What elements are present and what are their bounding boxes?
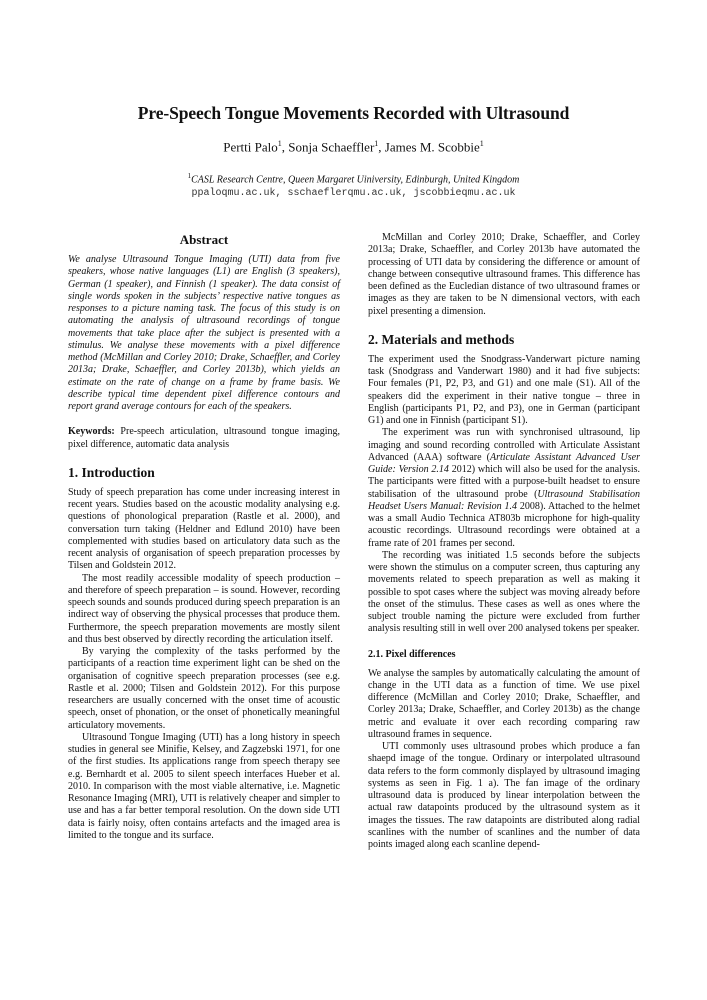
text-run: 2008). Attached to the helmet was a small Audio Technica AT803b microphone for high-quality acoustic recordings. Ultrasound recordings were obtained at a frame rate of 201 frames per second. [368, 500, 640, 549]
right-column [368, 232, 640, 851]
text-run-italic: Articulate Assistant Advanced User Guide: Version 2.14 [368, 451, 640, 475]
keywords [68, 426, 340, 451]
abstract-heading: Abstract [179, 232, 229, 247]
author-name: James M. Scobbie [384, 139, 480, 155]
paragraph: The experiment used the Snodgrass-Vanderwart picture naming task (Snodgrass and Vanderwart 1980) and it had five subjects: Four females (P1, P2, P3, and G1) and one male (S1). All of the speakers did the experiment in their native tongue – three in English (participants P1, P2, and P3), one in German (participant G1) and one in Finnish (participant S1). [368, 353, 640, 426]
author-affil-mark: 1 [277, 139, 282, 148]
paragraph: Study of speech preparation has come under increasing interest in recent years. Studies based on the acoustic modality analysing e.g. questions of phonological preparation (Rastle et al. 2000), and conversation turn taking (Heldner and Edlund 2010) have been complemented with studies based on articulatory data such as the recent analysis of organisation of speech preparation processes by Tilsen and Goldstein 2012. [68, 486, 340, 572]
affiliation-text: CASL Research Centre, Queen Margaret Uiniversity, Edinburgh, United Kingdom [191, 174, 520, 186]
affiliation [0, 172, 707, 185]
left-column [68, 232, 340, 842]
paragraph: By varying the complexity of the tasks performed by the participants of a reaction time experiment light can be shed on the organisation of cognitive speech preparation processes (see e.g. Rastle et al. 2000; Tilsen and Goldstein 2012). For this purpose researchers are usually concerned with the onset time of acoustic speech, onset of phonation, or the onset of phonetically meaningful articulatory movements. [68, 646, 340, 731]
paragraph: We analyse the samples by automatically calculating the amount of change in the UTI data as a function of time. We use pixel difference (McMillan and Corley 2010; Drake, Schaeffler, and Corley 2013a; Drake, Schaeffler, and Corley 2013b) as the change metric and evaluate it over each recording comparing raw ultrasound frames in sequence. [368, 667, 640, 740]
paragraph: UTI commonly uses ultrasound probes which produce a fan shaepd image of the tongue. Ordinary or interpolated ultrasound data refers to the form commonly displayed by ultrasound imaging systems as seen in Fig. 1 a). The fan image of the ordinary ultrasound data is produced by linear interpolation between the actual raw datapoints produced by the ultrasound system as it images the tissues. The raw datapoints are distributed along radial scanlines with the number of scanlines and the number of data points imaged along each scanline depend- [368, 741, 640, 850]
section-heading-introduction: 1. Introduction [68, 464, 155, 480]
keywords-text: Pre-speech articulation, ultrasound tongue imaging, pixel difference, automatic data analysis [68, 426, 340, 450]
paragraph: Ultrasound Tongue Imaging (UTI) has a long history in speech studies in general see Minifie, Kelsey, and Zagzebski 1971, for one of the first studies. Its applications range from speech therapy see e.g. Bernhardt et al. 2005 to silent speech interfaces Hueber et al. 2010. In comparison with the most viable alternative, i.e. Magnetic Resonance Imaging (MRI), UTI is relatively cheaper and simpler to use and has a far better temporal resolution. On the down side UTI data is fairly noisy, often contains artefacts and the imaged area is limited to the tongue and its surface. [68, 731, 340, 841]
paragraph: The most readily accessible modality of speech production – and therefore of speech preparation – is sound. However, recording speech sounds and sounds produced during speech preparation is an indirect way of observing the physical processes that produce them. Furthermore, the speech preparation movements are mostly silent and thus best observed by directly recording the articulation itself. [68, 572, 340, 645]
text-run-italic: Ultrasound Stabilisation Headset Users Manual: Revision 1.4 [368, 488, 640, 512]
author-name: Sonja Schaeffler [288, 139, 375, 155]
paragraph: McMillan and Corley 2010; Drake, Schaeffler, and Corley 2013a; Drake, Schaeffler, and Corley 2013b have automated the processing of UTI data by considering the difference or amount of change between consequtive ultrasound frames. This difference has been defined as the Eucledian distance of two ultrasound frames or images as they are taken to be N dimensional vectors, with each pixel presenting a dimension. [368, 232, 640, 317]
text-run: The experiment was run with synchronised ultrasound, lip imaging and sound recording controlled with Articulate Assistant Advanced (AAA) software ( [368, 427, 640, 463]
paragraph [368, 427, 640, 550]
author-affil-mark: 1 [374, 139, 379, 148]
affiliation-mark: 1 [187, 172, 192, 180]
text-run: 2012) which will also be used for the analysis. The participants were fitted with a purpose-built headset to ensure stabilisation of the ultrasound probe ( [368, 464, 641, 500]
keywords-label: Keywords: [68, 426, 115, 438]
author-name: Pertti Palo [223, 139, 278, 155]
subsection-heading-pixel-differences: 2.1. Pixel differences [368, 648, 456, 660]
section-heading-materials-methods: 2. Materials and methods [368, 331, 515, 347]
paragraph: The recording was initiated 1.5 seconds before the subjects were shown the stimulus on a computer screen, thus capturing any movements related to speech preparation as well as making it possible to spot cases where the subject was moving already before the onset of the stimulus. These cases as well as ones where the subject trouble naming the picture were excluded from further analysis resulting still in well over 200 analysed tokens per speaker. [368, 549, 640, 635]
author-affil-mark: 1 [479, 139, 484, 148]
abstract-text: We analyse Ultrasound Tongue Imaging (UTI) data from five speakers, whose native languages (L1) are English (3 speakers), German (1 speaker), and Finnish (1 speaker). The data consist of single words spoken in the subjects’ respective native tongues as responses to a picture naming task. The focus of this study is on automating the analysis of ultrasound recordings of tongue movements that take place after the subject is presented with a stimulus. We analyse these movements with a pixel difference method (McMillan and Corley 2010; Drake, Schaeffler, and Corley 2013a; Drake, Schaeffler, and Corley 2013b), which yields an estimate on the rate of change on a frame by frame basis. We describe typical time dependent pixel difference contours and report grand average contours for each of the speakers. [68, 254, 340, 412]
author-emails: ppaloqmu.ac.uk, sschaeflerqmu.ac.uk, jscobbieqmu.ac.uk [191, 188, 516, 199]
paper-title: Pre-Speech Tongue Movements Recorded with Ultrasound [137, 103, 570, 123]
author-list: Pertti Palo$^1$, Sonja Schaeffler$^1$, James M. Scobbie$^1$ [223, 139, 484, 155]
